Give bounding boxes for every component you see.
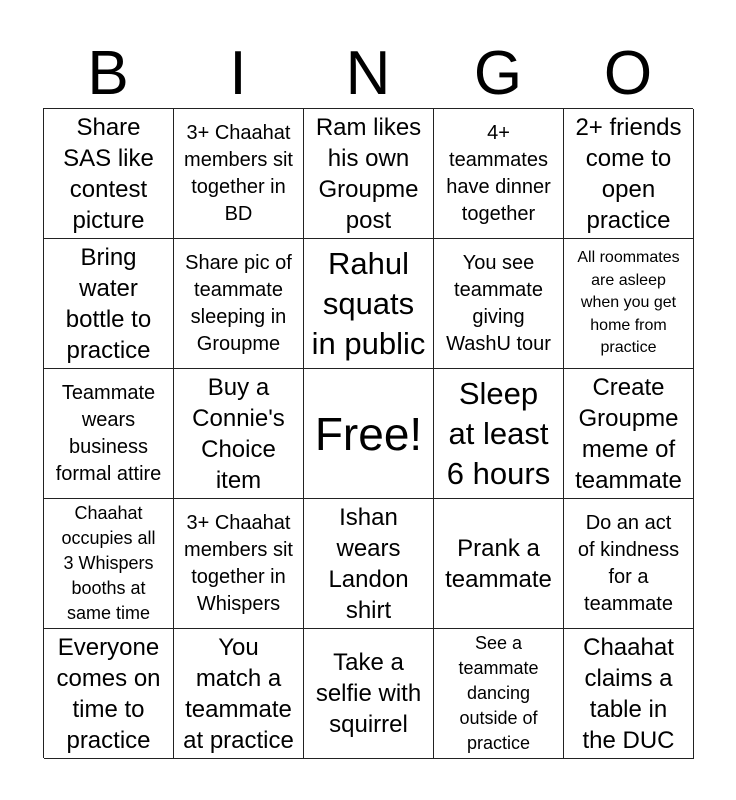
bingo-cell-text: Chaahat claims a table in the DUC: [582, 633, 675, 754]
header-letter-i: I: [229, 39, 247, 108]
bingo-cell-i1[interactable]: [174, 109, 304, 239]
bingo-cell-text: 3+ Chaahat members sit together in Whispers: [184, 511, 293, 615]
bingo-cell-text: 4+ teammates have dinner together: [446, 121, 551, 225]
bingo-grid: [43, 108, 693, 758]
bingo-cell-b4[interactable]: [44, 499, 174, 629]
bingo-cell-g4[interactable]: [434, 499, 564, 629]
bingo-cell-text: Teammate wears business formal attire: [55, 381, 162, 485]
bingo-cell-n5[interactable]: [304, 629, 434, 759]
bingo-cell-g2[interactable]: [434, 239, 564, 369]
bingo-cell-i5[interactable]: [174, 629, 304, 759]
bingo-cell-i4[interactable]: [174, 499, 304, 629]
bingo-cell-text: You see teammate giving WashU tour: [446, 251, 551, 355]
bingo-cell-text: You match a teammate at practice: [183, 633, 294, 754]
bingo-cell-text: All roommates are asleep when you get home from practice: [577, 249, 680, 357]
bingo-cell-text: 3+ Chaahat members sit together in BD: [184, 121, 293, 225]
bingo-cell-text: Ishan wears Landon shirt: [328, 503, 409, 624]
bingo-cell-o2[interactable]: [564, 239, 694, 369]
bingo-cell-text: Prank a teammate: [445, 534, 552, 593]
bingo-cell-text: Share SAS like contest picture: [63, 113, 154, 234]
bingo-cell-g3[interactable]: [434, 369, 564, 499]
bingo-cell-text: Create Groupme meme of teammate: [575, 373, 682, 494]
bingo-cell-n2[interactable]: [304, 239, 434, 369]
bingo-cell-text: Sleep at least 6 hours: [446, 375, 551, 491]
bingo-cell-free[interactable]: [304, 369, 434, 499]
bingo-cell-text: Buy a Connie's Choice item: [192, 373, 285, 494]
bingo-cell-n4[interactable]: [304, 499, 434, 629]
header-letter-n: N: [345, 39, 391, 108]
bingo-cell-text: Take a selfie with squirrel: [315, 649, 422, 738]
bingo-cell-text: See a teammate dancing outside of practice: [458, 633, 539, 753]
bingo-cell-g5[interactable]: [434, 629, 564, 759]
bingo-cell-text: Rahul squats in public: [311, 245, 426, 361]
header-letter-o: O: [603, 39, 653, 108]
bingo-cell-o3[interactable]: [564, 369, 694, 499]
bingo-cell-text: Free!: [314, 407, 423, 460]
bingo-cell-i3[interactable]: [174, 369, 304, 499]
bingo-cell-o5[interactable]: [564, 629, 694, 759]
bingo-cell-text: Chaahat occupies all 3 Whispers booths at same time: [61, 503, 156, 623]
bingo-cell-b5[interactable]: [44, 629, 174, 759]
bingo-cell-text: Do an act of kindness for a teammate: [577, 511, 680, 615]
bingo-cell-b3[interactable]: [44, 369, 174, 499]
bingo-cell-g1[interactable]: [434, 109, 564, 239]
bingo-cell-text: 2+ friends come to open practice: [575, 113, 682, 234]
bingo-cell-text: Everyone comes on time to practice: [56, 633, 161, 754]
bingo-cell-i2[interactable]: [174, 239, 304, 369]
bingo-cell-b1[interactable]: [44, 109, 174, 239]
header-letter-g: G: [473, 39, 523, 108]
bingo-cell-n1[interactable]: [304, 109, 434, 239]
bingo-cell-text: Bring water bottle to practice: [65, 243, 152, 364]
bingo-cell-o4[interactable]: [564, 499, 694, 629]
bingo-cell-text: Ram likes his own Groupme post: [315, 113, 422, 234]
bingo-header: [43, 40, 693, 108]
header-letter-b: B: [87, 39, 129, 108]
bingo-cell-o1[interactable]: [564, 109, 694, 239]
bingo-cell-text: Share pic of teammate sleeping in Groupme: [185, 251, 292, 355]
bingo-cell-b2[interactable]: [44, 239, 174, 369]
